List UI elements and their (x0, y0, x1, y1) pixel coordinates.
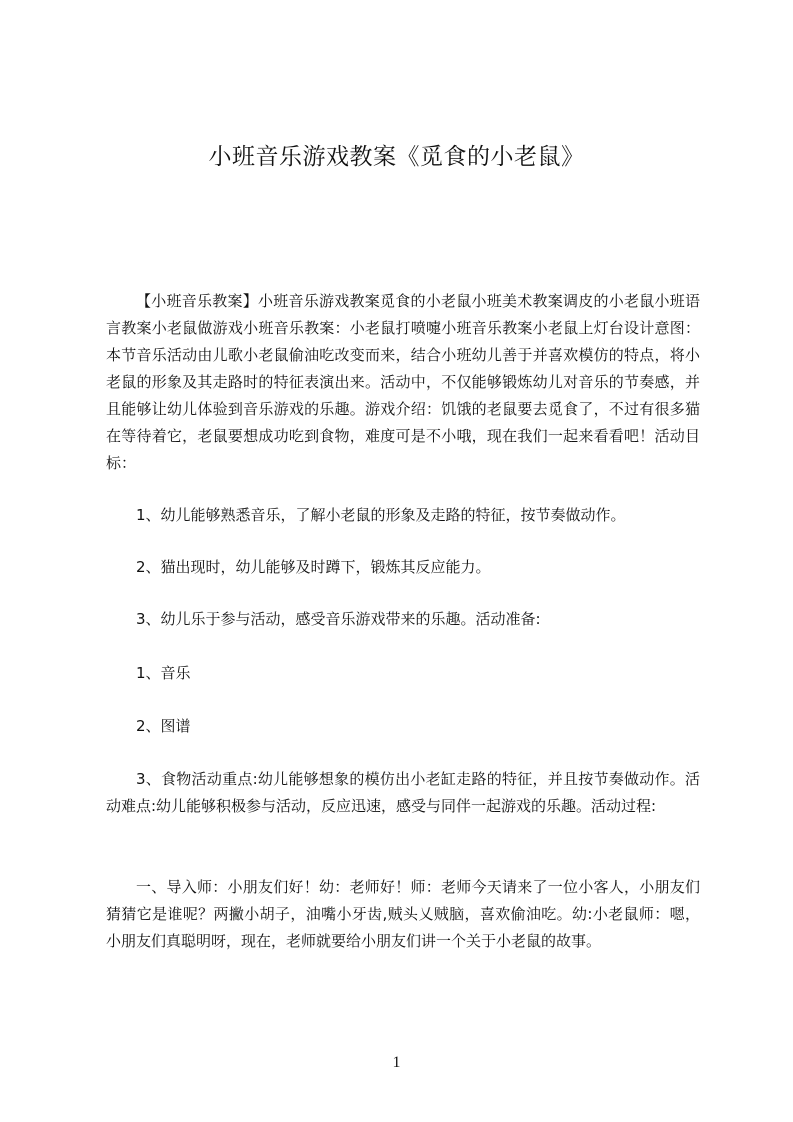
process-paragraph-1: 一、导入师：小朋友们好！幼：老师好！师：老师今天请来了一位小客人，小朋友们猜猜它是谁呢？两撇小胡子，油嘴小牙齿,贼头乂贼脑，喜欢偷油吃。幼:小老鼠师：嗯，小朋友们真聪明呀，现在，老师就要给小朋友们讲一个关于小老鼠的故事。 (106, 878, 700, 950)
prep-item-3-paragraph: 3、食物活动重点:幼儿能够想象的模仿出小老缸走路的特征，并且按节奏做动作。活动难点:幼儿能够积极参与活动，反应迅速，感受与同伴一起游戏的乐趣。活动过程: (106, 770, 700, 815)
prep-item-2: 2、图谱 (136, 717, 191, 735)
intro-paragraph: 【小班音乐教案】小班音乐游戏教案觅食的小老鼠小班美术教案调皮的小老鼠小班语言教案小老鼠做游戏小班音乐教案：小老鼠打喷嚏小班音乐教案小老鼠上灯台设计意图：本节音乐活动由儿歌小老鼠偷油吃改变而来，结合小班幼儿善于并喜欢模仿的特点，将小老鼠的形象及其走路时的特征表演出来。活动中，不仅能够锻炼幼儿对音乐的节奏感，并且能够让幼儿体验到音乐游戏的乐趣。游戏介绍：饥饿的老鼠要去觅食了，不过有很多猫在等待着它，老鼠要想成功吃到食物，难度可是不小哦，现在我们一起来看看吧！活动目标： (106, 292, 700, 472)
goal-item-2: 2、猫出现时，幼儿能够及时蹲下，锻炼其反应能力。 (136, 558, 491, 576)
goal-item-3: 3、幼儿乐于参与活动，感受音乐游戏带来的乐趣。活动准备: (136, 610, 541, 628)
goal-item-1: 1、幼儿能够熟悉音乐，了解小老鼠的形象及走路的特征，按节奏做动作。 (136, 506, 626, 524)
document-title: 小班音乐游戏教案《觅食的小老鼠》 (208, 144, 585, 170)
page-number: 1 (392, 1054, 401, 1071)
prep-item-1: 1、音乐 (136, 664, 191, 682)
